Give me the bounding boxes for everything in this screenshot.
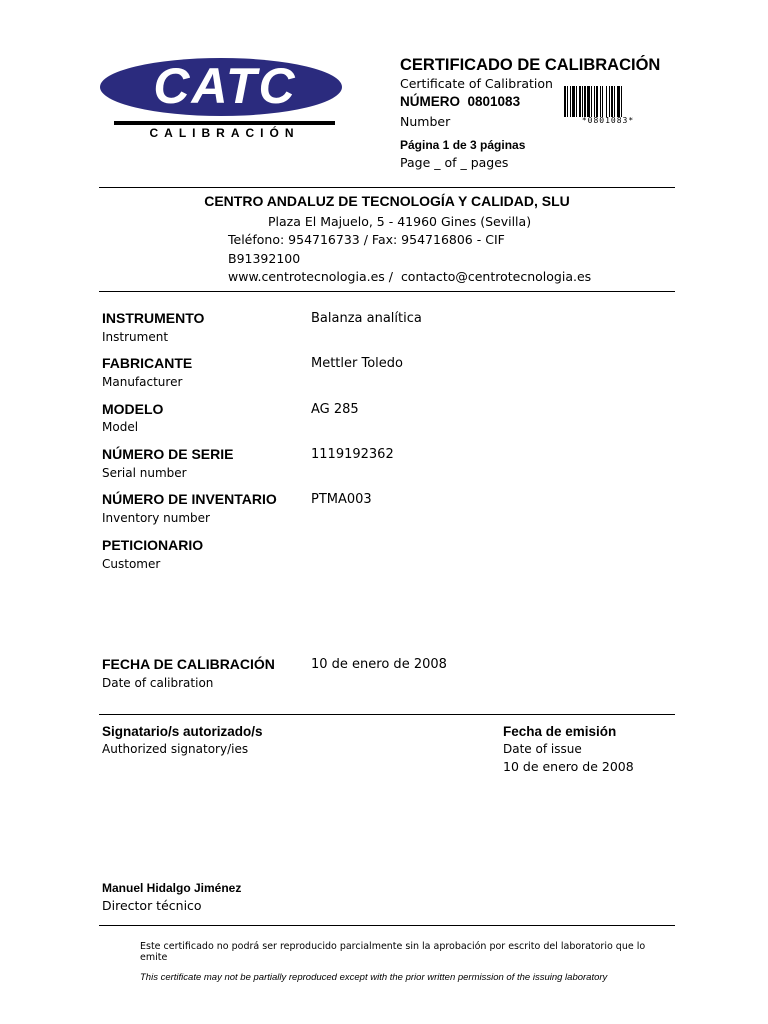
footer-disclaimer-es-line1: Este certificado no podrá ser reproducido parcialmente sin la aprobación por escrito del laboratorio que lo bbox=[140, 941, 646, 952]
field-label: FECHA DE CALIBRACIÓN bbox=[102, 656, 275, 672]
divider-signatures bbox=[99, 714, 675, 715]
field-label-en: Manufacturer bbox=[102, 375, 183, 389]
number-label-en: Number bbox=[400, 114, 451, 129]
company-web-line bbox=[228, 269, 591, 284]
page-label-en: Page _ of _ pages bbox=[400, 155, 509, 170]
company-cif: B91392100 bbox=[228, 251, 301, 266]
barcode-text: *0801083* bbox=[581, 116, 635, 125]
company-web: www.centrotecnologia.es / bbox=[228, 269, 393, 284]
certificate-title-en: Certificate of Calibration bbox=[400, 76, 553, 91]
field-label-en: Date of calibration bbox=[102, 676, 214, 690]
divider-company bbox=[99, 291, 675, 292]
number-value: 0801083 bbox=[467, 94, 521, 109]
field-label-en: Serial number bbox=[102, 466, 187, 480]
divider-footer bbox=[99, 925, 675, 926]
issue-date-label: Fecha de emisión bbox=[503, 724, 617, 739]
field-value: AG 285 bbox=[311, 402, 359, 417]
field-label-en: Instrument bbox=[102, 330, 169, 344]
certificate-title: CERTIFICADO DE CALIBRACIÓN bbox=[400, 56, 661, 74]
logo-mark bbox=[100, 58, 342, 116]
field-label-en: Inventory number bbox=[102, 511, 210, 525]
barcode bbox=[562, 86, 654, 125]
issue-date: 10 de enero de 2008 bbox=[503, 759, 634, 774]
page-label: Página 1 de 3 páginas bbox=[400, 138, 526, 152]
field-value: Mettler Toledo bbox=[311, 356, 403, 371]
logo-word: CATC bbox=[153, 58, 297, 114]
number-label: NÚMERO bbox=[400, 94, 460, 109]
divider-top bbox=[99, 187, 675, 188]
field-value: 10 de enero de 2008 bbox=[311, 657, 447, 672]
field-label-en: Customer bbox=[102, 557, 161, 571]
signatory-name: Manuel Hidalgo Jiménez bbox=[102, 881, 242, 895]
field-label: FABRICANTE bbox=[102, 355, 193, 371]
logo-underline bbox=[114, 121, 335, 125]
barcode-bars bbox=[564, 86, 622, 117]
footer-disclaimer-es-line2: emite bbox=[140, 952, 168, 963]
certificate-number bbox=[400, 94, 520, 109]
company-address: Plaza El Majuelo, 5 - 41960 Gines (Sevilla) bbox=[268, 214, 532, 229]
issue-date-label-en: Date of issue bbox=[503, 742, 582, 756]
logo-subtitle: CALIBRACIÓN bbox=[149, 126, 300, 140]
field-value: Balanza analítica bbox=[311, 311, 422, 326]
signatory-role: Director técnico bbox=[102, 898, 202, 913]
field-label: NÚMERO DE INVENTARIO bbox=[102, 491, 277, 507]
footer-disclaimer-en: This certificate may not be partially reproduced except with the prior written permission of the issuing laboratory bbox=[140, 972, 608, 983]
company-name: CENTRO ANDALUZ DE TECNOLOGÍA Y CALIDAD, SLU bbox=[204, 193, 570, 209]
company-logo bbox=[100, 58, 342, 142]
field-label: MODELO bbox=[102, 401, 164, 417]
company-email: contacto@centrotecnologia.es bbox=[400, 269, 592, 284]
signatory-label: Signatario/s autorizado/s bbox=[102, 724, 263, 739]
field-label: INSTRUMENTO bbox=[102, 310, 205, 326]
field-label: PETICIONARIO bbox=[102, 537, 204, 553]
field-value: 1119192362 bbox=[311, 447, 394, 462]
signatory-label-en: Authorized signatory/ies bbox=[102, 742, 249, 756]
company-phone: Teléfono: 954716733 / Fax: 954716806 - CIF bbox=[228, 232, 505, 247]
field-value: PTMA003 bbox=[311, 492, 372, 507]
field-label: NÚMERO DE SERIE bbox=[102, 446, 234, 462]
field-label-en: Model bbox=[102, 420, 139, 434]
